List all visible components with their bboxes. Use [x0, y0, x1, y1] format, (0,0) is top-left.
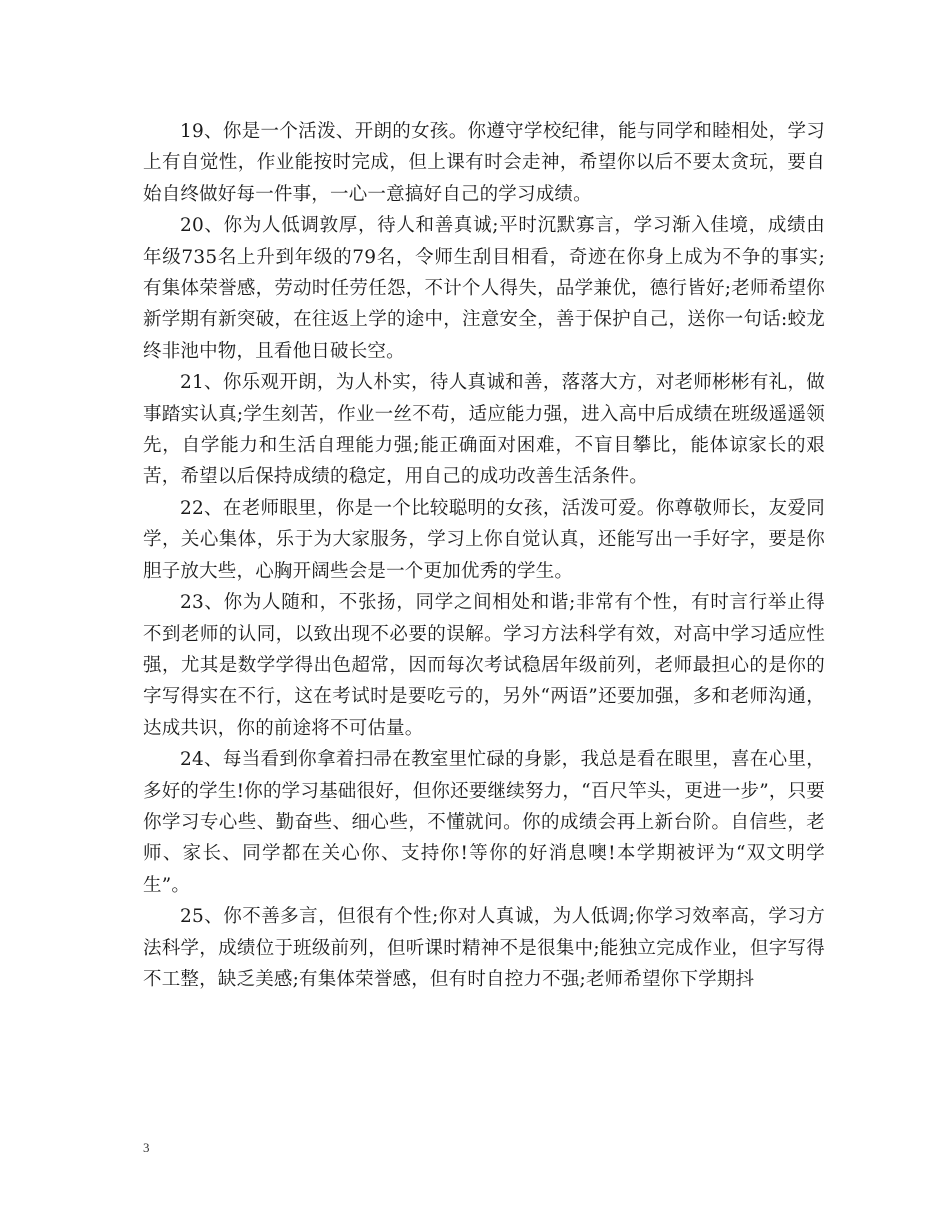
paragraph-25: 25、你不善多言，但很有个性;你对人真诚，为人低调;你学习效率高，学习方法科学，成绩位于班级前列，但听课时精神不是很集中;能独立完成作业，但字写得不工整，缺乏美感;有集体荣誉感，但有时自控力不强;老师希望你下学期抖 — [143, 906, 825, 990]
paragraph-21: 21、你乐观开朗，为人朴实，待人真诚和善，落落大方，对老师彬彬有礼，做事踏实认真;学生刻苦，作业一丝不苟，适应能力强，进入高中后成绩在班级遥遥领先，自学能力和生活自理能力强;能正确面对困难，不盲目攀比，能体谅家长的艰苦，希望以后保持成绩的稳定，用自己的成功改善生活条件。 — [143, 372, 825, 488]
paragraph-19: 19、你是一个活泼、开朗的女孩。你遵守学校纪律，能与同学和睦相处，学习上有自觉性，作业能按时完成，但上课有时会走神，希望你以后不要太贪玩，要自始自终做好每一件事，一心一意搞好自己的学习成绩。 — [143, 121, 825, 205]
paragraph-20: 20、你为人低调敦厚，待人和善真诚;平时沉默寡言，学习渐入佳境，成绩由年级735名上升到年级的79名，令师生刮目相看，奇迹在你身上成为不争的事实;有集体荣誉感，劳动时任劳任怨，不计个人得失，品学兼优，德行皆好;老师希望你新学期有新突破，在往返上学的途中，注意安全，善于保护自己，送你一句话:蛟龙终非池中物，且看他日破长空。 — [143, 215, 825, 362]
document-body — [143, 116, 825, 995]
page-number: 3 — [143, 1140, 150, 1155]
paragraph-23: 23、你为人随和，不张扬，同学之间相处和谐;非常有个性，有时言行举止得不到老师的认同，以致出现不必要的误解。学习方法科学有效，对高中学习适应性强，尤其是数学学得出色超常，因而每次考试稳居年级前列，老师最担心的是你的字写得实在不行，这在考试时是要吃亏的，另外“两语”还要加强，多和老师沟通，达成共识，你的前途将不可估量。 — [143, 592, 825, 739]
paragraph-22: 22、在老师眼里，你是一个比较聪明的女孩，活泼可爱。你尊敬师长，友爱同学，关心集体，乐于为大家服务，学习上你自觉认真，还能写出一手好字，要是你胆子放大些，心胸开阔些会是一个更加优秀的学生。 — [143, 497, 825, 582]
paragraph-24: 24、每当看到你拿着扫帚在教室里忙碌的身影，我总是看在眼里，喜在心里，多好的学生!你的学习基础很好，但你还要继续努力，“百尺竿头，更进一步”，只要你学习专心些、勤奋些、细心些，不懂就问。你的成绩会再上新台阶。自信些，老师、家长、同学都在关心你、支持你!等你的好消息噢!本学期被评为“双文明学生”。 — [143, 749, 825, 896]
